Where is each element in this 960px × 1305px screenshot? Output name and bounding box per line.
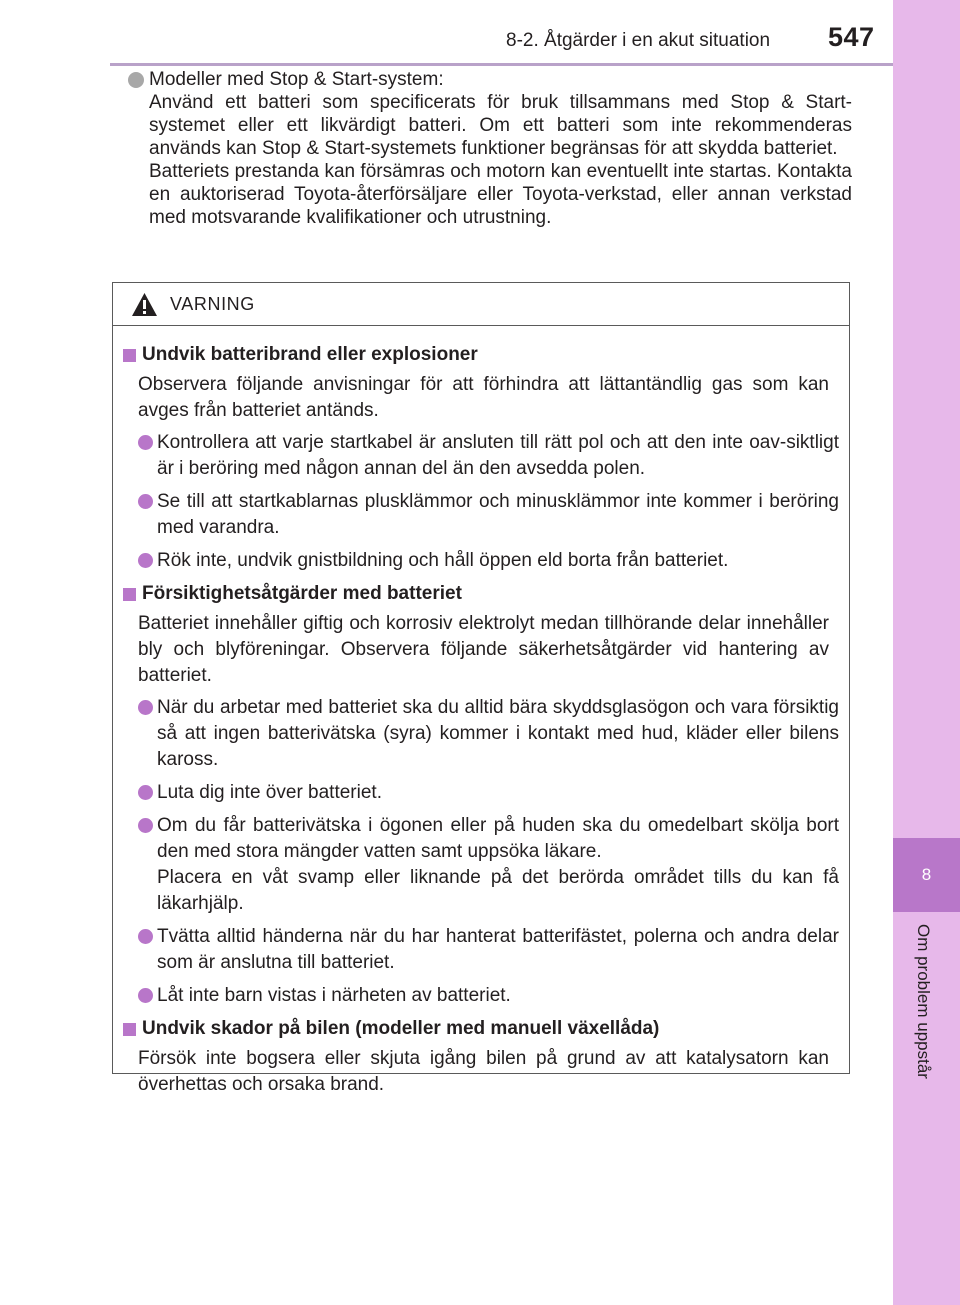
warning-section-title-text: Undvik batteribrand eller explosioner	[142, 344, 478, 365]
list-item-text: När du arbetar med batteriet ska du alltid bära skyddsglasögon och vara försiktig så att ingen batterivätska (syra) kommer i kontakt med hud, kläder eller bilens kaross.	[157, 697, 839, 770]
chapter-title-tab	[893, 912, 960, 1142]
list-item	[123, 489, 839, 541]
warning-section-title	[123, 1016, 839, 1042]
intro-bullet-row	[128, 68, 852, 91]
list-item	[123, 548, 839, 574]
bullet-dot-icon	[128, 72, 144, 88]
list-item-text: Kontrollera att varje startkabel är ansluten till rätt pol och att den inte oav-siktligt är i beröring med någon annan del än den avsedda polen.	[157, 432, 839, 479]
list-item-text: Luta dig inte över batteriet.	[157, 782, 382, 803]
warning-section-title-text: Försiktighetsåtgärder med batteriet	[142, 583, 462, 604]
bullet-dot-icon	[138, 700, 153, 715]
list-item-text: Låt inte barn vistas i närheten av batteriet.	[157, 985, 511, 1006]
square-bullet-icon	[123, 349, 136, 362]
warning-section-title	[123, 581, 839, 607]
list-item	[123, 695, 839, 773]
bullet-dot-icon	[138, 988, 153, 1003]
list-item-text: Se till att startkablarnas plusklämmor och minusklämmor inte kommer i beröring med varandra.	[157, 491, 839, 538]
intro-paragraph-2: Batteriets prestanda kan försämras och motorn kan eventuellt inte startas. Kontakta en auktoriserad Toyota-återförsäljare eller Toyota-verkstad, eller annan verkstad med motsvarande kvalifikationer och utrustning.	[149, 161, 852, 228]
bullet-dot-icon	[138, 818, 153, 833]
square-bullet-icon	[123, 1023, 136, 1036]
bullet-dot-icon	[138, 553, 153, 568]
warning-triangle-icon	[131, 292, 158, 317]
bullet-dot-icon	[138, 785, 153, 800]
square-bullet-icon	[123, 588, 136, 601]
warning-header	[113, 283, 849, 326]
chapter-title: Om problem uppstår	[914, 924, 933, 1079]
warning-section-title	[123, 342, 839, 368]
list-item	[123, 430, 839, 482]
warning-section-text: Försök inte bogsera eller skjuta igång bilen på grund av att katalysatorn kan överhettas och orsaka brand.	[138, 1048, 829, 1095]
list-item	[123, 780, 839, 806]
bullet-dot-icon	[138, 929, 153, 944]
list-item-text: Tvätta alltid händerna när du har hanterat batterifästet, polerna och andra delar som är anslutna till batteriet.	[157, 926, 839, 973]
list-item	[123, 983, 839, 1009]
page-number: 547	[828, 22, 875, 52]
intro-body	[128, 91, 852, 229]
warning-section-title-text: Undvik skador på bilen (modeller med manuell växellåda)	[142, 1018, 660, 1039]
section-title: 8-2. Åtgärder i en akut situation	[506, 30, 771, 51]
intro-paragraph-1: Använd ett batteri som specificerats för bruk tillsammans med Stop & Start-systemet eller ett likvärdigt batteri. Om ett batteri som inte rekommenderas används kan Stop & Start-systemets funktioner begränsas för att skydda batteriet.	[149, 92, 852, 159]
bullet-dot-icon	[138, 494, 153, 509]
list-item-text: Om du får batterivätska i ögonen eller på huden ska du omedelbart skölja bort den med stora mängder vatten samt uppsöka läkare. Placera en våt svamp eller liknande på det berörda området tills du kan få läkarhjälp.	[157, 815, 839, 914]
warning-body	[113, 326, 849, 1098]
list-item	[123, 924, 839, 976]
bullet-dot-icon	[138, 435, 153, 450]
header-divider	[110, 63, 893, 66]
list-item	[123, 813, 839, 917]
warning-section-text: Observera följande anvisningar för att förhindra att lättantändlig gas som kan avges från batteriet antänds.	[138, 374, 829, 421]
warning-section-text: Batteriet innehåller giftig och korrosiv elektrolyt medan tillhörande delar innehåller bly och blyföreningar. Observera följande säkerhetsåtgärder vid hantering av batteriet.	[138, 613, 829, 686]
intro-title: Modeller med Stop & Start-system:	[149, 69, 444, 90]
intro-note	[128, 68, 852, 229]
warning-box	[112, 282, 850, 1095]
chapter-number-box	[893, 838, 960, 912]
chapter-number: 8	[921, 865, 932, 884]
warning-label: VARNING	[170, 293, 255, 314]
list-item-text: Rök inte, undvik gnistbildning och håll öppen eld borta från batteriet.	[157, 550, 729, 571]
